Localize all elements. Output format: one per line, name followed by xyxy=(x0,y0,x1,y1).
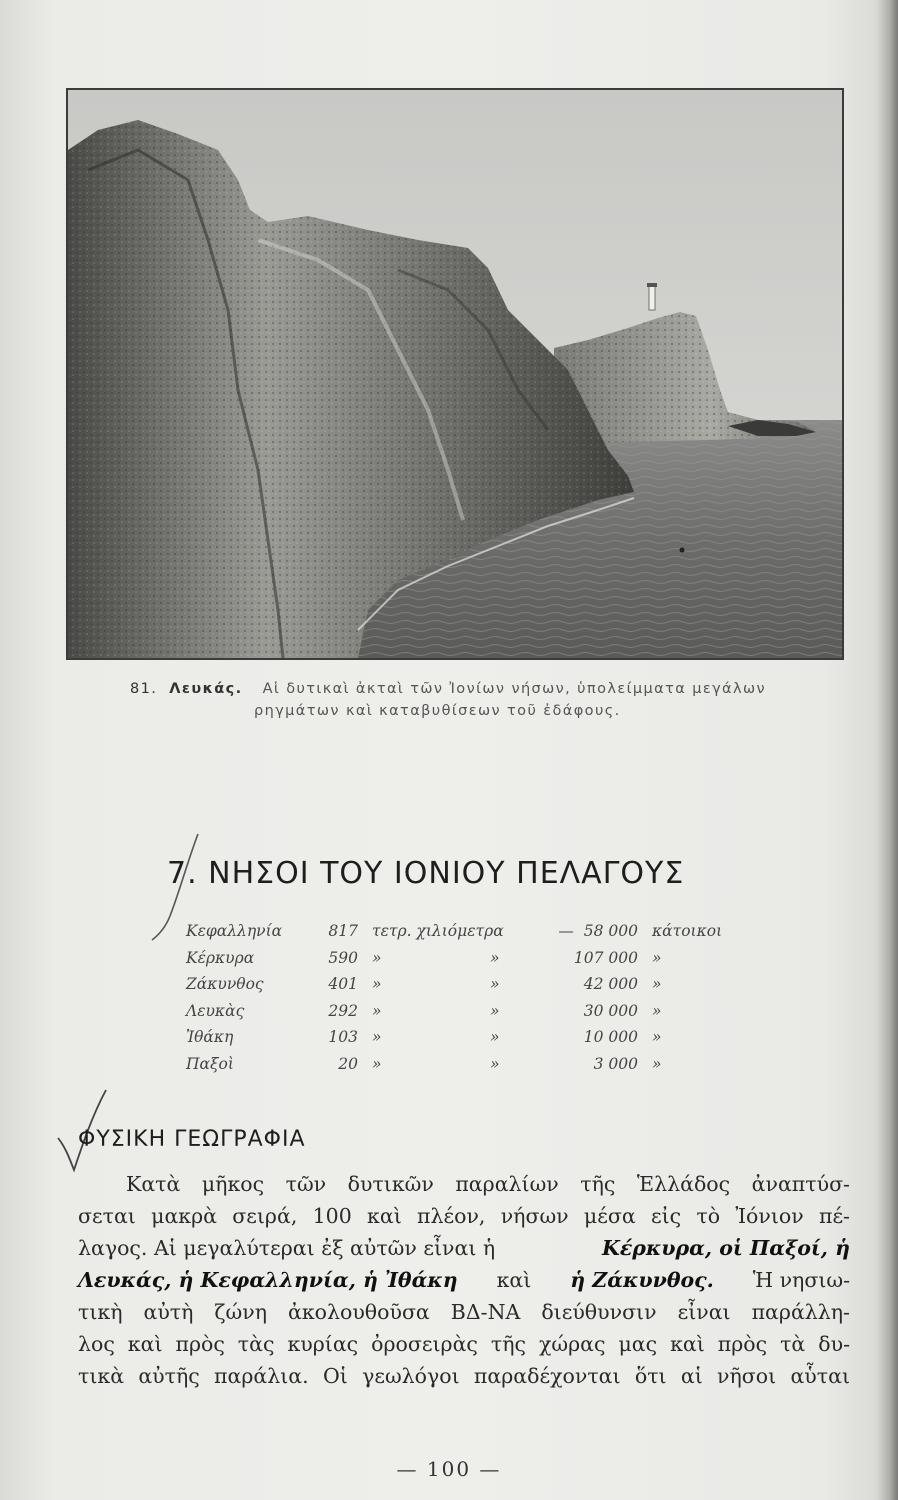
ditto-mark: » xyxy=(490,1001,500,1020)
text-line: Κατὰ μῆκος τῶν δυτικῶν παραλίων τῆς Ἑλλάδος ἀναπτύσ- xyxy=(126,1172,850,1196)
island-area: 20 xyxy=(338,1054,358,1073)
table-row xyxy=(186,1051,746,1078)
text-line xyxy=(78,1264,850,1296)
island-area: 590 xyxy=(328,948,358,967)
ditto-mark: » xyxy=(372,1054,382,1073)
ditto-mark: » xyxy=(652,975,662,994)
island-area: 401 xyxy=(328,975,358,994)
islands-table xyxy=(186,918,746,1077)
table-row xyxy=(186,998,746,1025)
island-name: Κεφαλληνία xyxy=(186,922,283,941)
ditto-mark: » xyxy=(490,1028,500,1047)
section-heading: 7. ΝΗΣΟΙ ΤΟΥ ΙΟΝΙΟΥ ΠΕΛΑΓΟΥΣ xyxy=(167,856,685,891)
ditto-mark: » xyxy=(372,975,382,994)
emphasis-islands: Κέρκυρα, οἱ Παξοί, ἡ xyxy=(602,1236,850,1260)
cliff-coast-illustration xyxy=(68,90,842,658)
island-name: Κέρκυρα xyxy=(186,948,255,967)
text-line: λος καὶ πρὸς τὰς κυρίας ὀροσειρὰς τῆς χώρας μας καὶ πρὸς τὰ δυ- xyxy=(78,1332,850,1356)
island-name: Λευκὰς xyxy=(186,1001,245,1020)
island-population: 3 000 xyxy=(593,1054,638,1073)
ditto-mark: » xyxy=(652,1054,662,1073)
coast-photograph xyxy=(66,88,844,660)
row-separator: — xyxy=(558,922,574,941)
text-run: καὶ xyxy=(496,1268,532,1292)
island-area: 817 xyxy=(328,922,358,941)
ditto-mark: » xyxy=(372,1001,382,1020)
text-line: τικὰ αὐτῆς παράλια. Οἱ γεωλόγοι παραδέχονται ὅτι αἱ νῆσοι αὗται xyxy=(78,1364,850,1388)
island-name: Ἰθάκη xyxy=(186,1028,234,1047)
ditto-mark: » xyxy=(652,1001,662,1020)
island-population xyxy=(548,918,652,945)
emphasis-islands: Λευκάς, ἡ Κεφαλληνία, ἡ Ἰθάκη xyxy=(78,1268,458,1292)
population-value: 58 000 xyxy=(583,922,638,941)
body-paragraph xyxy=(78,1168,850,1392)
text-line xyxy=(78,1232,850,1264)
island-population: 42 000 xyxy=(583,975,638,994)
table-row xyxy=(186,918,746,945)
text-line: σεται μακρὰ σειρά, 100 καὶ πλέον, νήσων μέσα εἰς τὸ Ἰόνιον πέ- xyxy=(78,1204,850,1228)
ditto-mark: » xyxy=(490,975,500,994)
caption-line-1 xyxy=(130,678,830,700)
population-unit: κάτοικοι xyxy=(652,922,723,941)
text-run: Ἡ νησιω- xyxy=(752,1268,850,1292)
subheading-physical-geography: ΦΥΣΙΚΗ ΓΕΩΓΡΑΦΙΑ xyxy=(78,1127,306,1152)
text-run: λαγος. Αἱ μεγαλύτεραι ἐξ αὐτῶν εἶναι ἡ xyxy=(78,1236,496,1260)
page-number: — 100 — xyxy=(396,1457,502,1481)
island-name: Ζάκυνθος xyxy=(186,975,264,994)
island-population: 10 000 xyxy=(583,1028,638,1047)
ditto-mark: » xyxy=(652,948,662,967)
island-population: 30 000 xyxy=(583,1001,638,1020)
island-name: Παξοὶ xyxy=(186,1054,234,1073)
ditto-mark: » xyxy=(372,948,382,967)
ditto-mark: » xyxy=(490,1054,500,1073)
table-row xyxy=(186,945,746,972)
ditto-mark: » xyxy=(372,1028,382,1047)
island-population: 107 000 xyxy=(573,948,638,967)
figure-number: 81. xyxy=(130,681,158,697)
caption-text-1: Αἱ δυτικαὶ ἀκταὶ τῶν Ἰονίων νήσων, ὑπολείμματα μεγάλων xyxy=(262,681,767,697)
area-unit: τετρ. χιλιόμετρα xyxy=(372,922,504,941)
page-edge-shadow xyxy=(876,0,898,1500)
figure-caption xyxy=(130,678,830,722)
emphasis-islands: ἡ Ζάκυνθος. xyxy=(570,1268,714,1292)
caption-text-2: ρηγμάτων καὶ καταβυθίσεων τοῦ ἐδάφους. xyxy=(254,703,621,719)
island-area: 103 xyxy=(328,1028,358,1047)
text-line: τικὴ αὐτὴ ζώνη ἀκολουθοῦσα ΒΔ-ΝΑ διεύθυνσιν εἶναι παράλλη- xyxy=(78,1300,850,1324)
island-area: 292 xyxy=(328,1001,358,1020)
table-row xyxy=(186,1024,746,1051)
table-row xyxy=(186,971,746,998)
ditto-mark: » xyxy=(652,1028,662,1047)
figure-place: Λευκάς. xyxy=(169,681,243,697)
ditto-mark: » xyxy=(490,948,500,967)
